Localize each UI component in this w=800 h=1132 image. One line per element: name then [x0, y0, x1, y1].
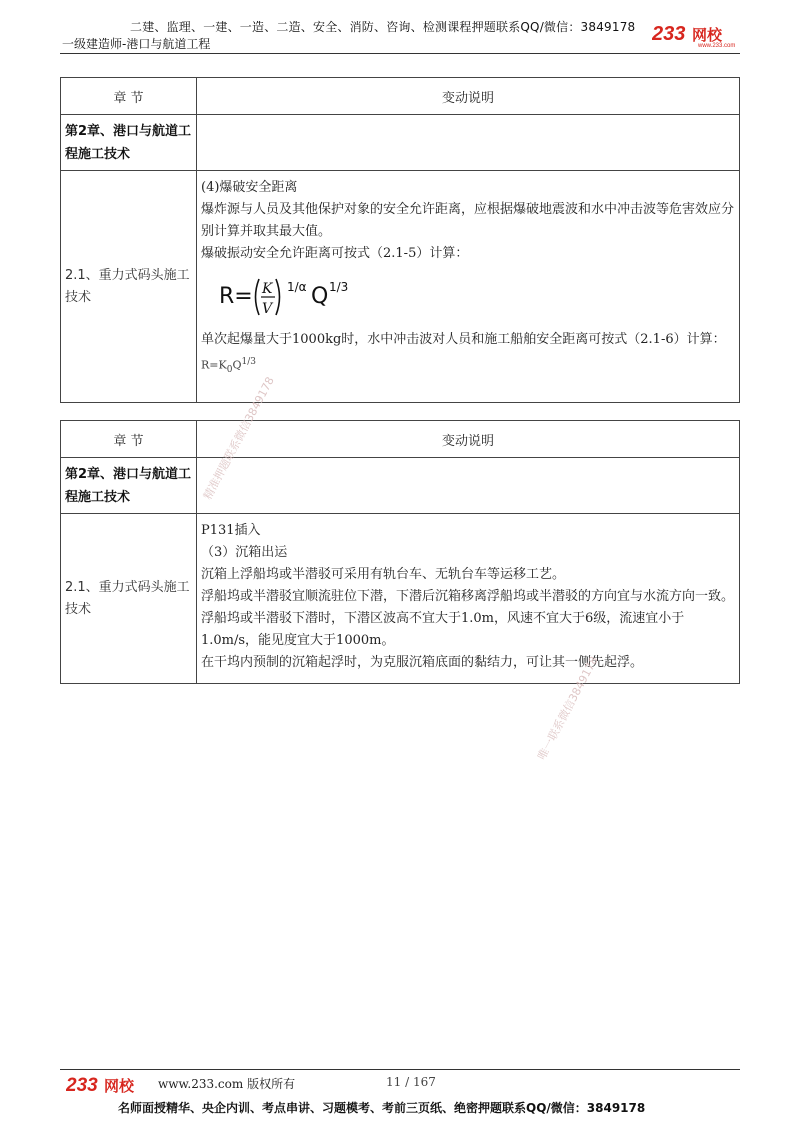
- chapter-cell: 第2章、港口与航道工程施工技术: [61, 115, 197, 171]
- formula2-sub: 0: [226, 364, 233, 375]
- section-cell: 2.1、重力式码头施工技术: [61, 514, 197, 684]
- section-cell: 2.1、重力式码头施工技术: [61, 171, 197, 403]
- watermark-text: 精准押题联系微信3849178: [201, 374, 277, 502]
- table-row: [61, 171, 740, 403]
- paragraph: 单次起爆量大于1000kg时，水中冲击波对人员和施工船舶安全距离可按式（2.1-6）计算：: [201, 332, 726, 347]
- table-row: [61, 115, 740, 171]
- brand-logo: [652, 22, 740, 48]
- empty-cell: [197, 115, 740, 171]
- svg-text:www.233.com: www.233.com: [698, 43, 736, 48]
- col-header-chapter: 章 节: [61, 78, 197, 115]
- footer-divider: [60, 1069, 740, 1070]
- formula-denominator: V: [262, 301, 273, 317]
- header-subtitle: 一级建造师-港口与航道工程: [62, 37, 211, 51]
- formula-numerator: K: [262, 281, 273, 297]
- change-description: [197, 171, 740, 403]
- paragraph: (4)爆破安全距离: [201, 180, 298, 195]
- paragraph: 在干坞内预制的沉箱起浮时，为克服沉箱底面的黏结力，可让其一侧先起浮。: [201, 655, 644, 670]
- formula-lhs: R=: [219, 284, 253, 309]
- page-number: 11 / 167: [386, 1075, 436, 1089]
- empty-cell: [197, 458, 740, 514]
- paragraph: P131插入: [201, 523, 261, 538]
- col-header-changes: 变动说明: [197, 421, 740, 458]
- paragraph: 浮船坞或半潜驳宜顺流驻位下潜，下潜后沉箱移离浮船坞或半潜驳的方向宜与水流方向一致。浮船坞或半潜驳下潜时，下潜区波高不宜大于1.0m，风速不宜大于6级，流速宜小于1.0m/s，能见度宜大于1000m。: [201, 589, 735, 648]
- formula2-q: Q: [232, 358, 242, 372]
- col-header-changes: 变动说明: [197, 78, 740, 115]
- paragraph: 爆炸源与人员及其他保护对象的安全允许距离，应根据爆破地震波和水中冲击波等危害效应分别计算并取其最大值。: [201, 202, 735, 239]
- formula-exp1: 1/α: [287, 280, 307, 294]
- formula2-sup: 1/3: [241, 357, 256, 367]
- chapter-cell: 第2章、港口与航道工程施工技术: [61, 458, 197, 514]
- formula-water-shock: [201, 351, 735, 381]
- formula-exp2: 1/3: [329, 280, 349, 294]
- svg-text:233: 233: [66, 1075, 98, 1095]
- header-top-line: 二建、监理、一建、一造、二造、安全、消防、咨询、检测课程押题联系QQ/微信：3849178: [130, 20, 636, 34]
- footer-promo-line: 名师面授精华、央企内训、考点串讲、习题模考、考前三页纸、绝密押题联系QQ/微信：3849178: [118, 1101, 646, 1115]
- change-description: [197, 514, 740, 684]
- paragraph: （3）沉箱出运: [201, 545, 288, 560]
- formula-blast-vibration: [219, 269, 389, 323]
- svg-text:网校: 网校: [692, 26, 723, 44]
- table-header-row: [61, 421, 740, 458]
- table-header-row: [61, 78, 740, 115]
- formula-q: Q: [311, 284, 329, 309]
- table-row: [61, 458, 740, 514]
- change-table-2: [60, 420, 740, 684]
- svg-text:网校: 网校: [104, 1077, 135, 1095]
- paragraph: 爆破振动安全允许距离可按式（2.1-5）计算：: [201, 246, 469, 261]
- change-table-1: [60, 77, 740, 403]
- col-header-chapter: 章 节: [61, 421, 197, 458]
- watermark-text: 唯一联系微信3849178: [535, 654, 601, 763]
- footer-copyright: www.233.com 版权所有: [158, 1077, 296, 1091]
- formula2-base: R=K: [201, 358, 227, 372]
- table-row: [61, 514, 740, 684]
- svg-text:233: 233: [652, 23, 686, 45]
- paragraph: 沉箱上浮船坞或半潜驳可采用有轨台车、无轨台车等运移工艺。: [201, 567, 566, 582]
- header-divider: [60, 53, 740, 54]
- brand-logo-footer: [66, 1073, 150, 1095]
